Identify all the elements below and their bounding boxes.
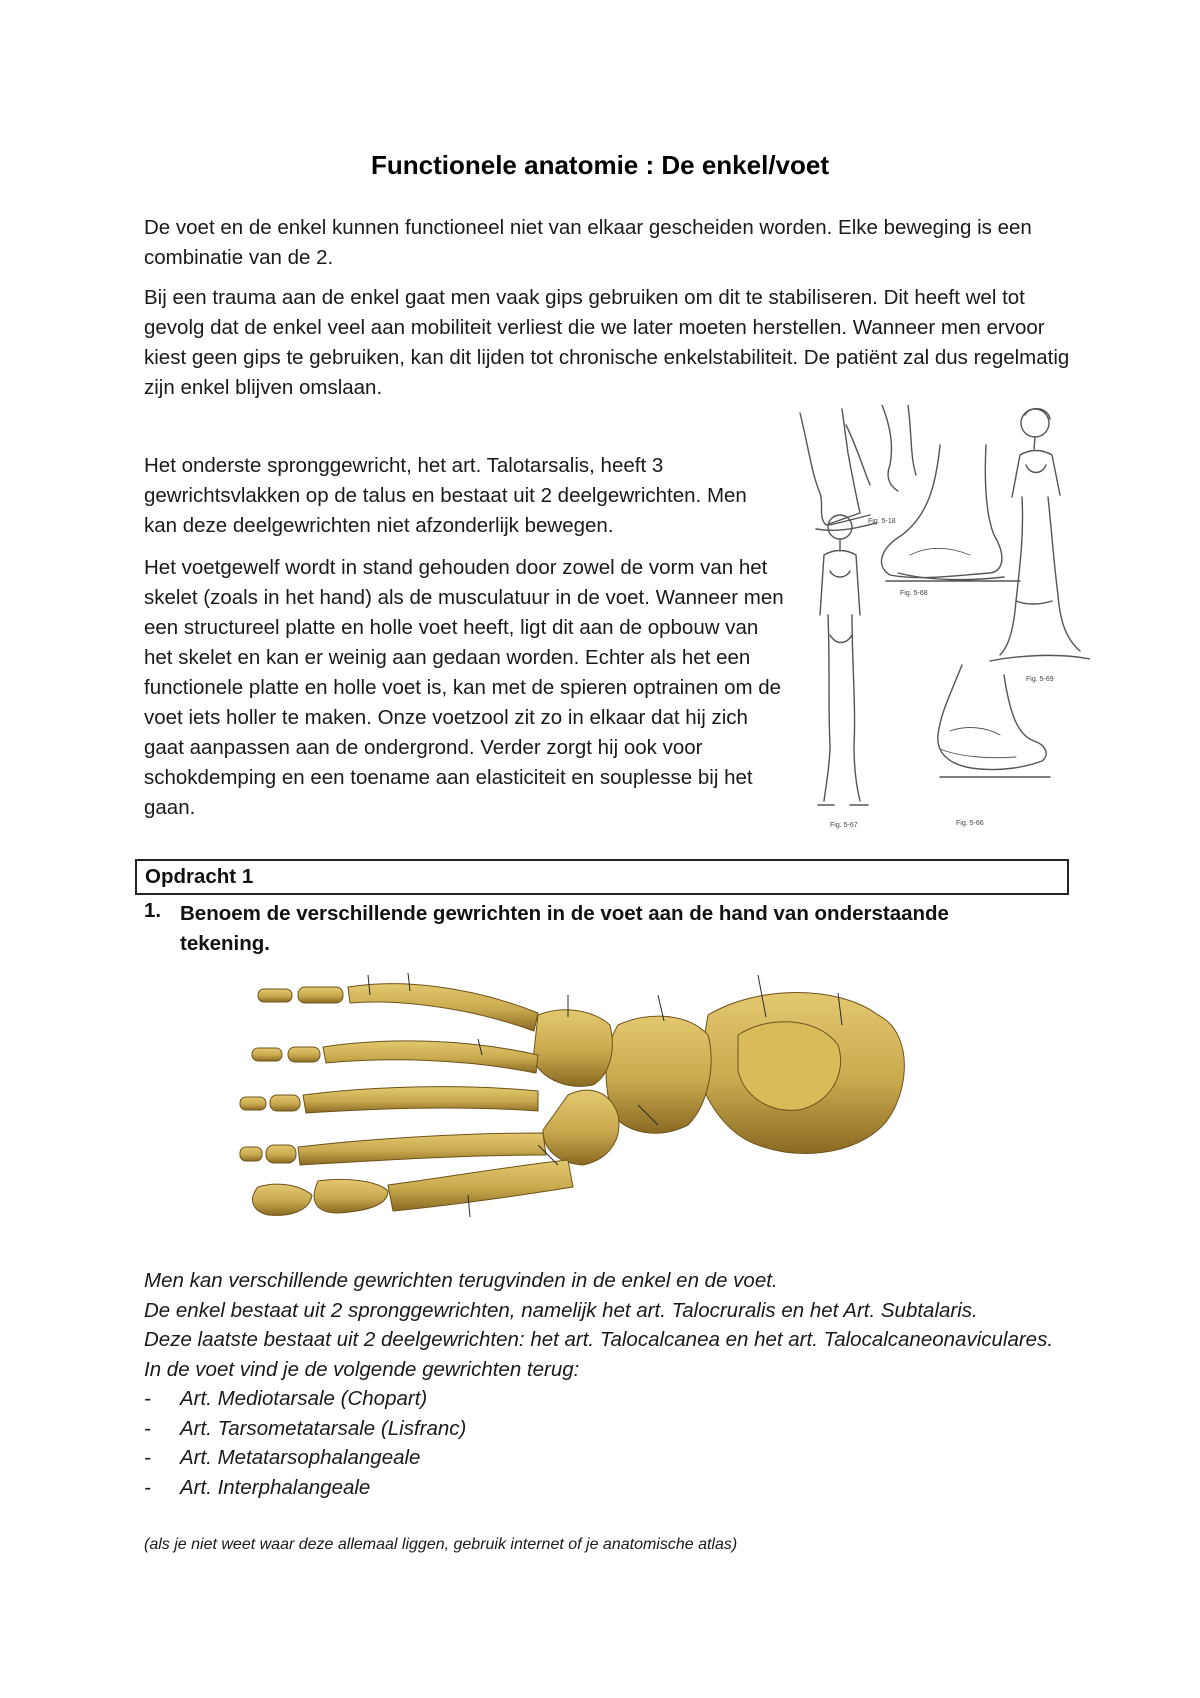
figure-label-5-69: Fig. 5-69 [1026,676,1054,683]
joint-name: Art. Metatarsophalangeale [180,1446,421,1469]
atlas-note: (als je niet weet waar deze allemaal liggen, gebruik internet of je anatomische atlas) [144,1536,738,1553]
assignment-label: Opdracht 1 [145,865,254,888]
joint-list-item [144,1473,1074,1503]
figure-label-5-18: Fig. 5-18 [868,518,896,525]
list-dash: - [144,1416,151,1440]
figure-label-5-68: Fig. 5-68 [900,590,928,597]
joint-name: Art. Tarsometatarsale (Lisfranc) [180,1416,467,1440]
trauma-paragraph: Bij een trauma aan de enkel gaat men vaak gips gebruiken om dit te stabiliseren. Dit heeft wel tot gevolg dat de enkel veel aan mobiliteit verliest die we later moeten herstellen. Wanneer men ervoor kiest geen gips te gebruiken, kan dit lijden tot chronische enkelstabiliteit. De patiënt zal dus regelmatig zijn enkel blijven omslaan. [144,286,1070,399]
answers-block [144,1266,1074,1502]
joint-list-item [144,1384,1074,1414]
joint-name: Art. Interphalangeale [180,1475,371,1499]
assignment-box [135,859,1069,895]
figure-label-5-66: Fig. 5-66 [956,820,984,827]
spronggewricht-paragraph: Het onderste spronggewricht, het art. Talotarsalis, heeft 3 gewrichtsvlakken op de talus en bestaat uit 2 deelgewrichten. Men kan deze deelgewrichten niet afzonderlijk bewegen. [144,454,747,537]
joint-list-item [144,1443,1074,1473]
foot-skeleton-illustration [238,955,983,1255]
list-dash: - [144,1475,151,1499]
joint-name: Art. Mediotarsale (Chopart) [180,1387,428,1410]
joint-list-item [144,1414,1074,1444]
answer-line: Men kan verschillende gewrichten terugvinden in de enkel en de voet. [144,1269,778,1292]
question-number: 1. [144,899,162,922]
voetgewelf-paragraph: Het voetgewelf wordt in stand gehouden door zowel de vorm van het skelet (zoals in het hand) als de musculatuur in de voet. Wanneer men een structureel platte en holle voet heeft, ligt dit aan de opbouw van het skelet en kan er weinig aan gedaan worden. Echter als het een functionele platte en holle voet is, kan met de spieren optrainen om de voet iets holler te maken. Onze voetzool zit zo in elkaar dat hij zich gaat aanpassen aan de ondergrond. Verder zorgt hij ook voor schokdemping en een toename aan elasticiteit en souplesse bij het gaan. [144,556,784,819]
figure-label-5-67: Fig. 5-67 [830,822,858,829]
answer-line: In de voet vind je de volgende gewrichten terug: [144,1357,580,1381]
list-dash: - [144,1387,151,1410]
list-dash: - [144,1446,151,1469]
foot-posture-illustration [790,405,1090,835]
answer-line: Deze laatste bestaat uit 2 deelgewrichten: het art. Talocalcanea en het art. Talocalcaneonaviculares. [144,1328,1054,1351]
answer-line: De enkel bestaat uit 2 spronggewrichten, namelijk het art. Talocruralis en het Art. Subtalaris. [144,1298,978,1322]
intro-paragraph: De voet en de enkel kunnen functioneel niet van elkaar gescheiden worden. Elke beweging is een combinatie van de 2. [144,216,1032,269]
question-text: Benoem de verschillende gewrichten in de voet aan de hand van onderstaande tekening. [180,902,949,955]
page-title: Functionele anatomie : De enkel/voet [371,150,829,180]
